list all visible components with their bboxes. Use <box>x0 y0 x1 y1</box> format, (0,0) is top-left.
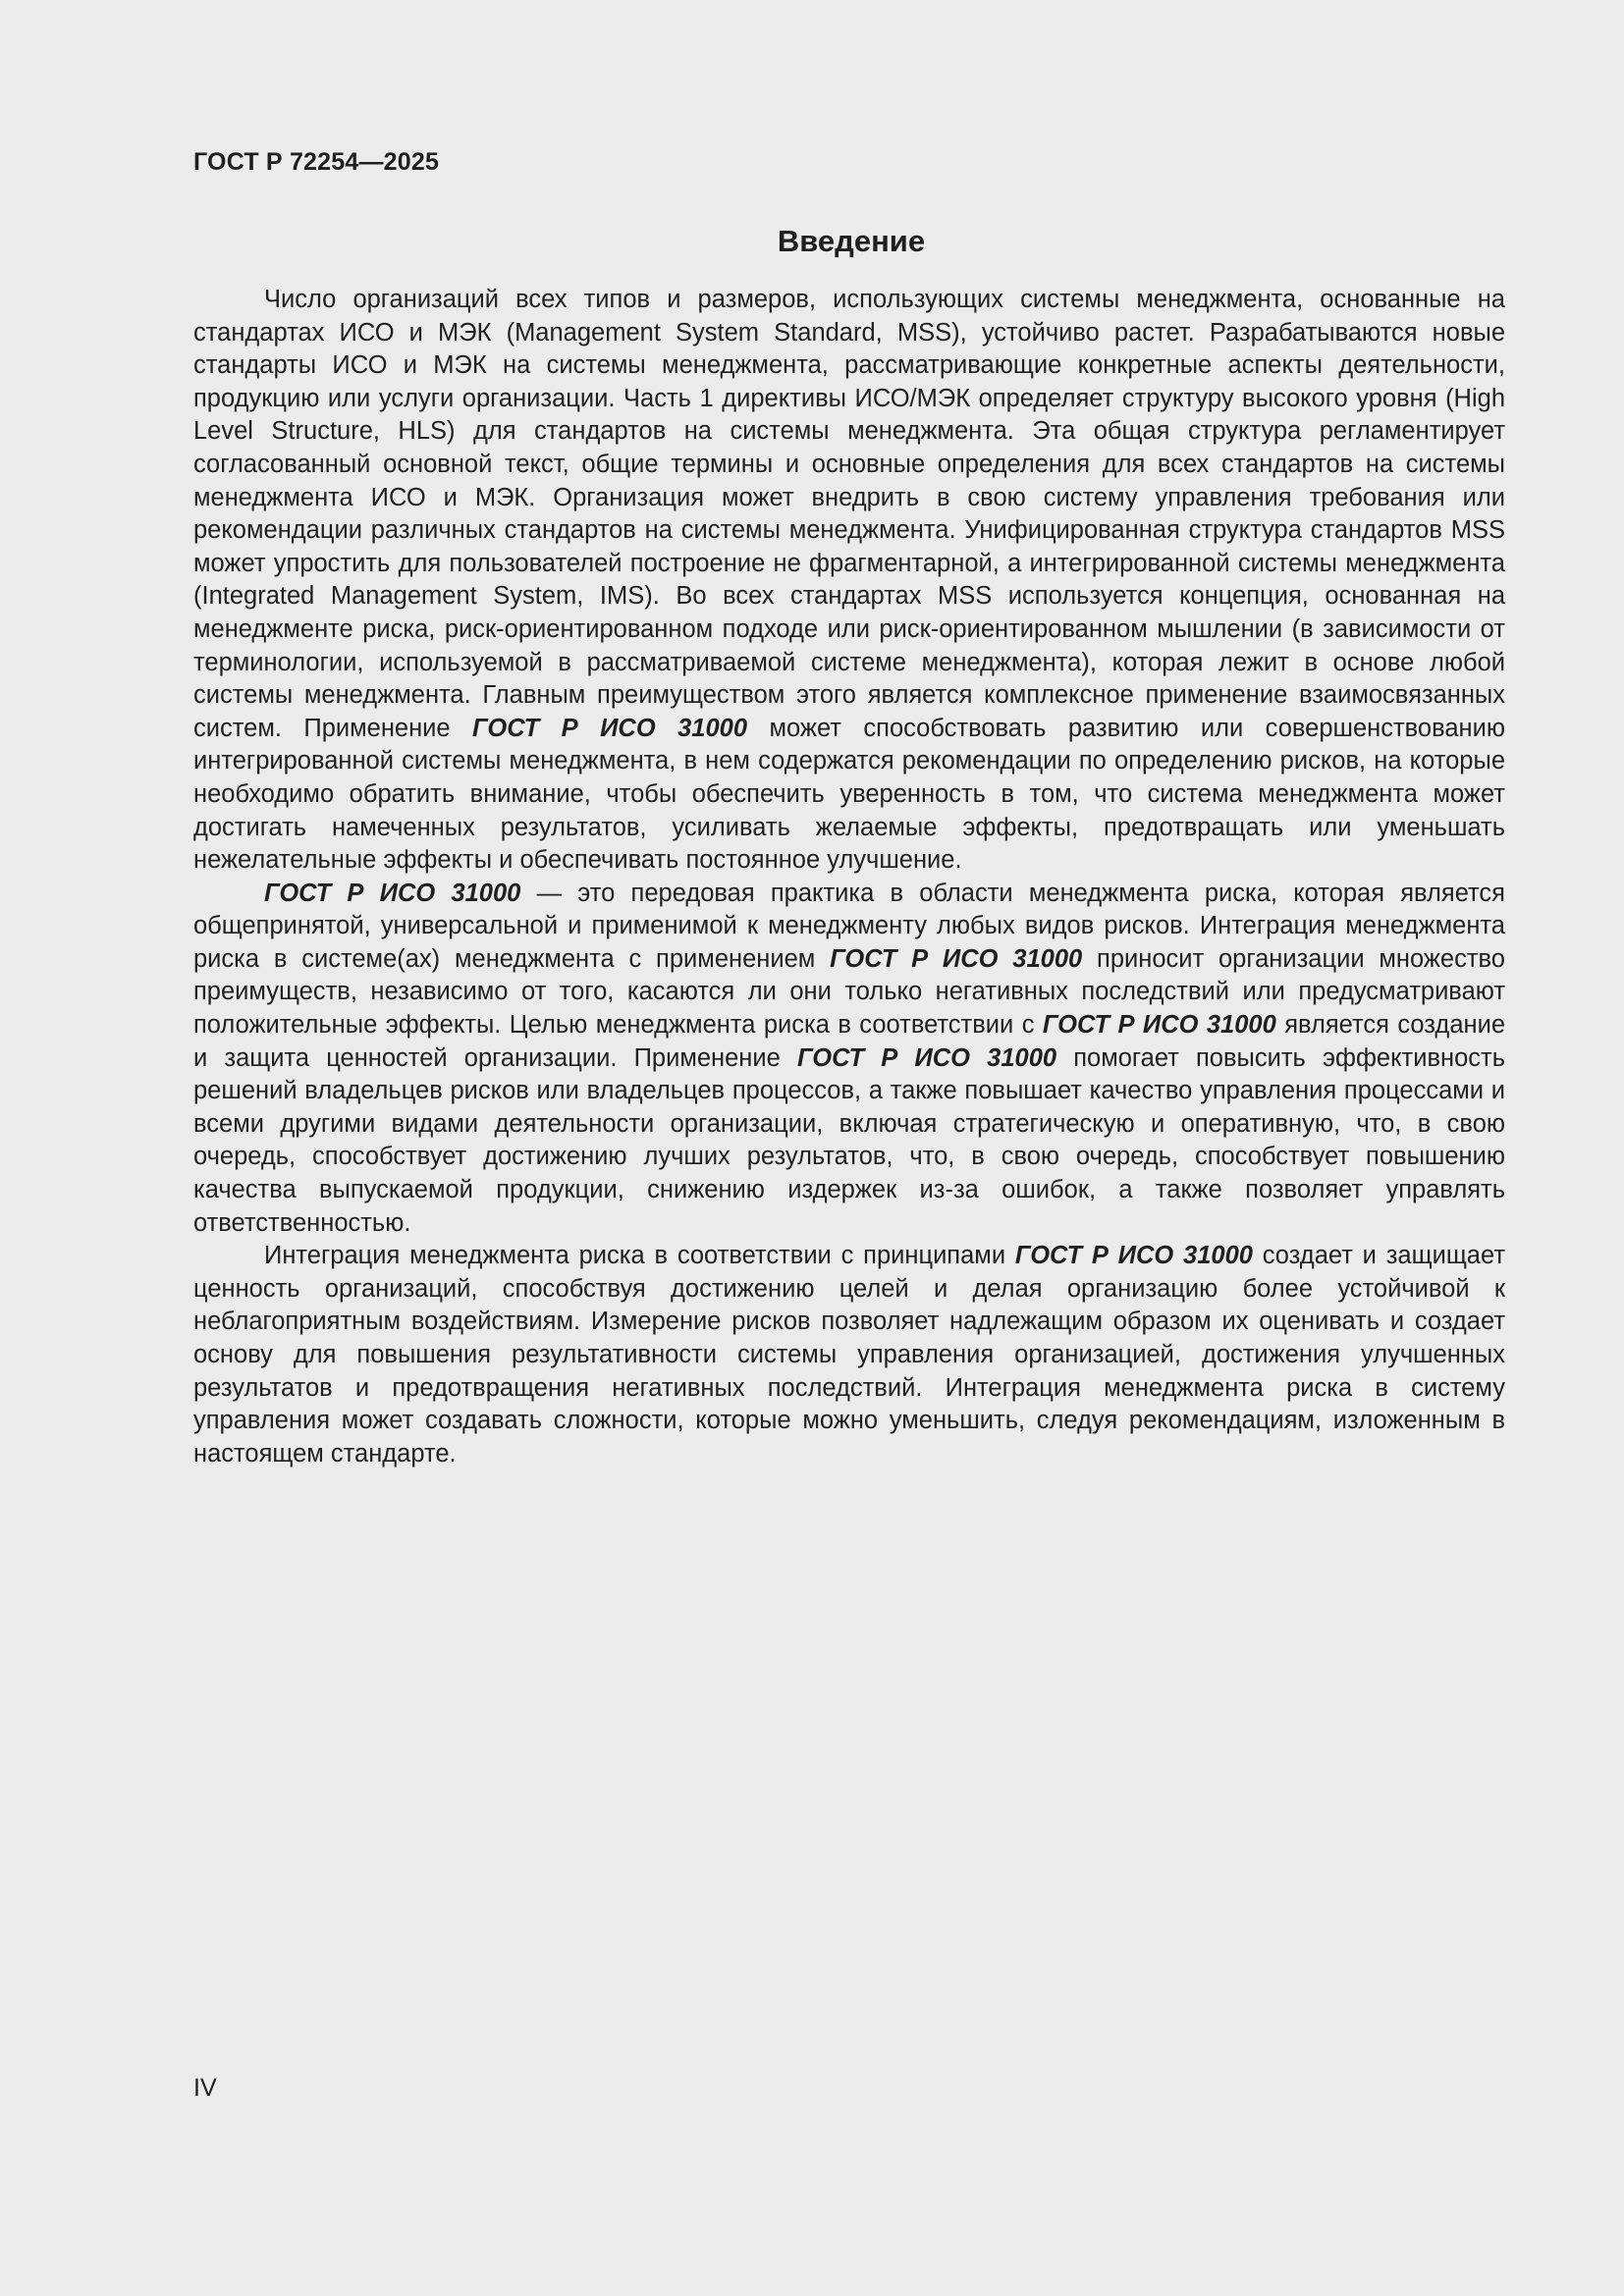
standard-reference: ГОСТ Р ИСО 31000 <box>264 879 521 907</box>
standard-reference: ГОСТ Р ИСО 31000 <box>1014 1242 1253 1270</box>
standard-reference: ГОСТ Р ИСО 31000 <box>830 944 1083 973</box>
paragraph-3 <box>193 1240 1505 1470</box>
standard-reference: ГОСТ Р ИСО 31000 <box>796 1043 1057 1072</box>
text-run: — это передовая практика в области менеджмента риска, которая является общепринятой, универсальной и применимой к менеджменту любых видов рисков. Интеграция менеджмента риска в системе(ах) менеджмента с применением <box>193 879 1505 973</box>
section-body <box>193 284 1505 1470</box>
standard-reference: ГОСТ Р ИСО 31000 <box>472 714 748 742</box>
text-run: Интеграция менеджмента риска в соответствии с принципами <box>264 1242 1015 1270</box>
paragraph-1 <box>193 284 1505 878</box>
text-run: приносит организации множество преимуществ, независимо от того, касаются ли они только негативных последствий или предусматривают положительные эффекты. Целью менеджмента риска в соответствии с <box>193 944 1505 1040</box>
document-header: ГОСТ Р 72254—2025 <box>193 148 440 176</box>
paragraph-2 <box>193 878 1505 1241</box>
page-number: IV <box>193 2074 217 2102</box>
text-run: помогает повысить эффективность решений владельцев рисков или владельцев процессов, а также повышает качество управления процессами и всеми другими видами деятельности организации, включая стратегическую и оперативную, что, в свою очередь, способствует достижению лучших результатов, что, в свою очередь, способствует повышению качества выпускаемой продукции, снижению издержек из-за ошибок, а также позволяет управлять ответственностью. <box>193 1043 1505 1237</box>
text-run: может способствовать развитию или совершенствованию интегрированной системы менеджмента, в нем содержатся рекомендации по определению рисков, на которые необходимо обратить внимание, чтобы обеспечить уверенность в том, что система менеджмента может достигать намеченных результатов, усиливать желаемые эффекты, предотвращать или уменьшать нежелательные эффекты и обеспечивать постоянное улучшение. <box>193 714 1505 875</box>
section-title: Введение <box>777 224 926 258</box>
text-run: является создание и защита ценностей организации. Применение <box>193 1011 1506 1072</box>
text-run: Число организаций всех типов и размеров, использующих системы менеджмента, основанные на стандартах ИСО и МЭК (Management System Standard, MSS), устойчиво растет. Разрабатываются новые стандарты ИСО и МЭК на системы менеджмента, рассматривающие конкретные аспекты деятельности, продукцию или услуги организации. Часть 1 директивы ИСО/МЭК определяет структуру высокого уровня (High Level Structure, HLS) для стандартов на системы менеджмента. Эта общая структура регламентирует согласованный основной текст, общие термины и основные определения для всех стандартов на системы менеджмента ИСО и МЭК. Организация может внедрить в свою систему управления требования или рекомендации различных стандартов на системы менеджмента. Унифицированная структура стандартов MSS может упростить для пользователей построение не фрагментарной, а интегрированной системы менеджмента (Integrated Management System, IMS). Во всех стандартах MSS используется концепция, основанная на менеджменте риска, риск-ориентированном подходе или риск-ориентированном мышлении (в зависимости от терминологии, используемой в рассматриваемой системе менеджмента), которая лежит в основе любой системы менеджмента. Главным преимуществом этого является комплексное применение взаимосвязанных систем. Применение <box>193 286 1505 742</box>
standard-reference: ГОСТ Р ИСО 31000 <box>1042 1011 1276 1040</box>
text-run: создает и защищает ценность организаций, способствуя достижению целей и делая организацию более устойчивой к неблагоприятным воздействиям. Измерение рисков позволяет надлежащим образом их оценивать и создает основу для повышения результативности системы управления организацией, достижения улучшенных результатов и предотвращения негативных последствий. Интеграция менеджмента риска в систему управления может создавать сложности, которые можно уменьшить, следуя рекомендациям, изложенным в настоящем стандарте. <box>193 1242 1505 1468</box>
